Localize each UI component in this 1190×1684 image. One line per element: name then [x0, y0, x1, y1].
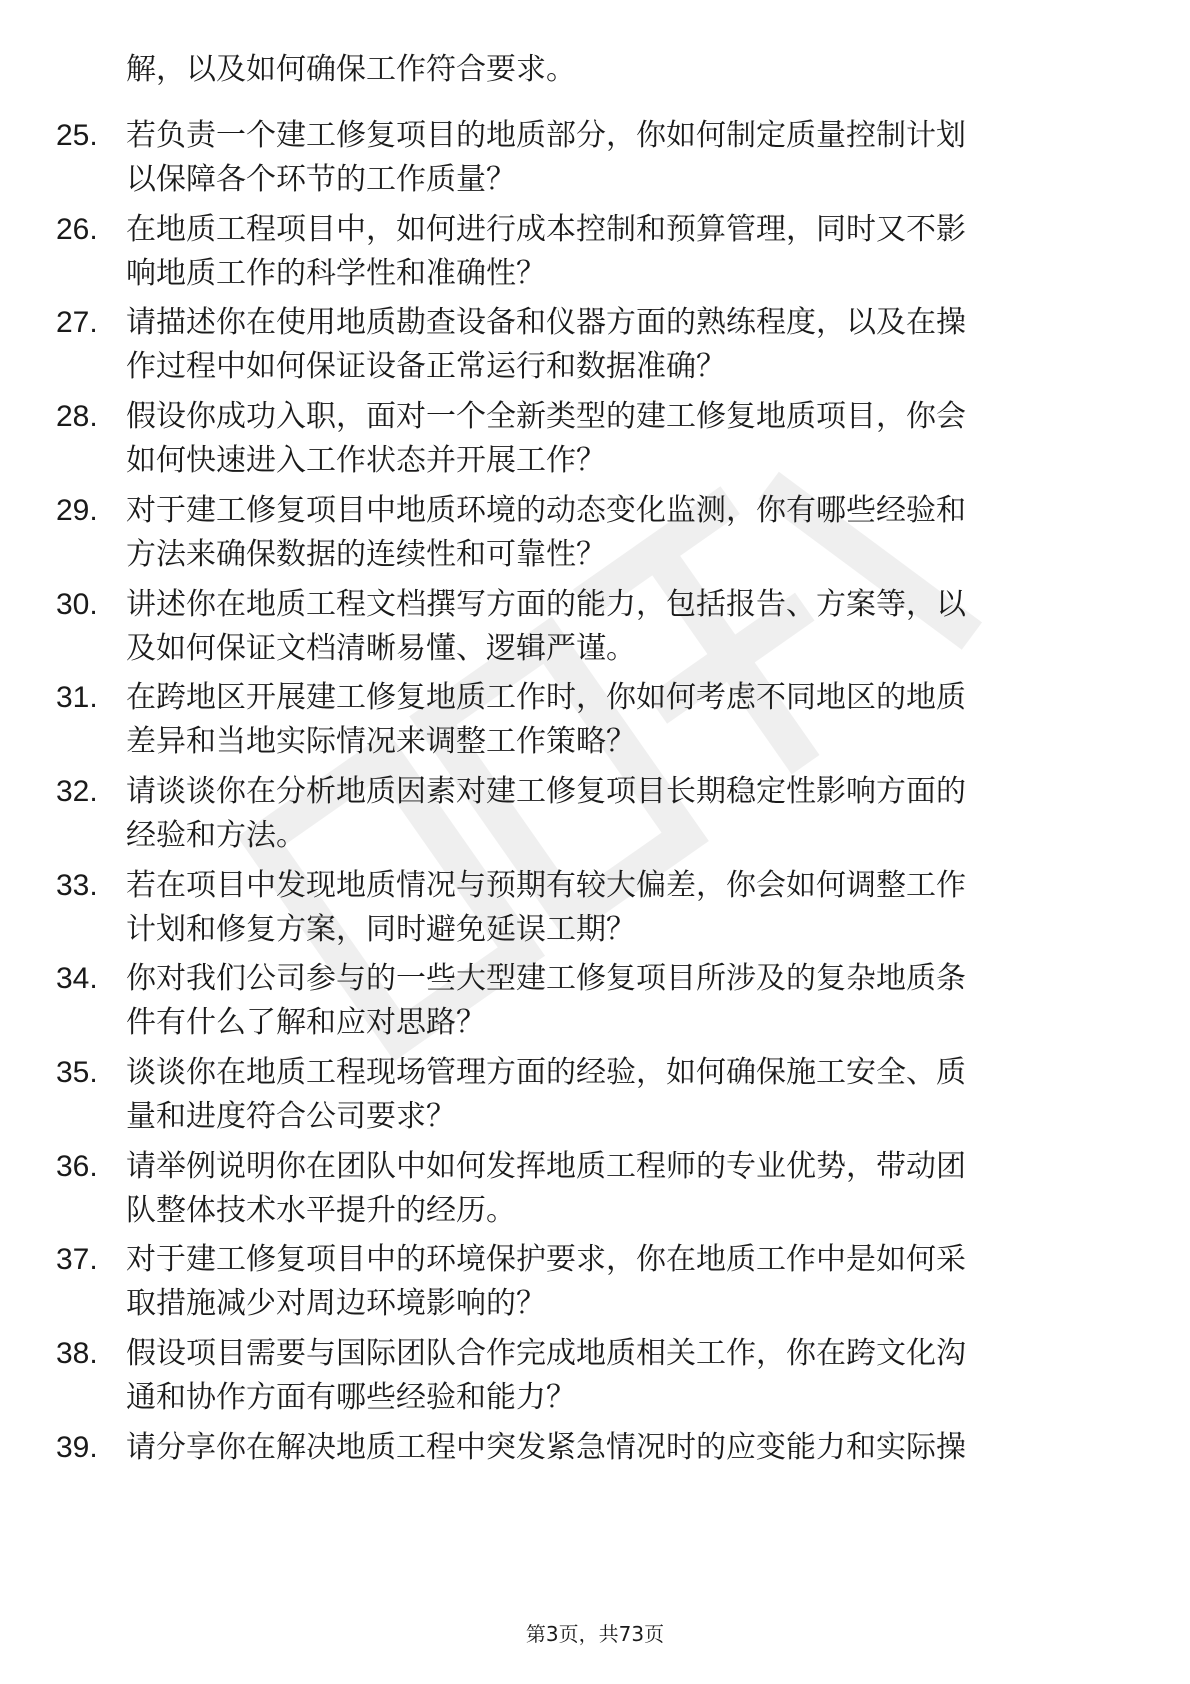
question-number: 26.	[56, 212, 98, 246]
question-item	[0, 1145, 1190, 1235]
question-item	[0, 489, 1190, 579]
question-text-line: 及如何保证文档清晰易懂、逻辑严谨。	[126, 630, 636, 666]
question-item	[0, 1426, 1190, 1516]
question-text-line: 方法来确保数据的连续性和可靠性？	[126, 536, 606, 572]
page-footer: 第3页，共73页	[525, 1622, 665, 1646]
question-text-line: 通和协作方面有哪些经验和能力？	[126, 1380, 576, 1416]
question-text-line: 对于建工修复项目中的环境保护要求，你在地质工作中是如何采	[126, 1242, 966, 1278]
question-text-line: 对于建工修复项目中地质环境的动态变化监测，你有哪些经验和	[126, 492, 966, 528]
question-number: 37.	[56, 1243, 98, 1277]
question-text-line: 请分享你在解决地质工程中突发紧急情况时的应变能力和实际操	[126, 1429, 966, 1465]
question-number: 38.	[56, 1337, 98, 1371]
question-number: 29.	[56, 493, 98, 527]
question-text-line: 差异和当地实际情况来调整工作策略？	[126, 724, 636, 760]
question-text-line: 你对我们公司参与的一些大型建工修复项目所涉及的复杂地质条	[126, 961, 966, 997]
question-item	[0, 583, 1190, 673]
question-text-line: 若在项目中发现地质情况与预期有较大偏差，你会如何调整工作	[126, 867, 966, 903]
question-text-line: 量和进度符合公司要求？	[126, 1099, 456, 1134]
question-number: 25.	[56, 119, 98, 152]
question-item	[0, 208, 1190, 298]
question-text-line: 请描述你在使用地质勘查设备和仪器方面的熟练程度，以及在操	[126, 305, 966, 341]
question-number: 39.	[56, 1430, 98, 1464]
question-number: 35.	[56, 1056, 98, 1089]
question-text-line: 请谈谈你在分析地质因素对建工修复项目长期稳定性影响方面的	[126, 773, 966, 809]
question-item	[0, 864, 1190, 954]
question-text-line: 讲述你在地质工程文档撰写方面的能力，包括报告、方案等，以	[126, 586, 966, 622]
question-number: 33.	[56, 868, 98, 902]
question-item	[0, 957, 1190, 1047]
question-item	[0, 395, 1190, 485]
question-number: 30.	[56, 587, 98, 621]
question-item	[0, 1051, 1190, 1141]
question-number: 28.	[56, 400, 98, 434]
question-text-line: 作过程中如何保证设备正常运行和数据准确？	[126, 349, 726, 385]
question-number: 31.	[56, 681, 98, 715]
question-text-line: 请举例说明你在团队中如何发挥地质工程师的专业优势，带动团	[126, 1148, 966, 1184]
question-text-line: 件有什么了解和应对思路？	[126, 1005, 486, 1041]
question-text-line: 计划和修复方案，同时避免延误工期？	[126, 911, 636, 947]
question-number: 36.	[56, 1149, 98, 1183]
question-number: 34.	[56, 962, 98, 996]
question-item	[0, 301, 1190, 391]
question-item	[0, 770, 1190, 860]
question-text-line: 在跨地区开展建工修复地质工作时，你如何考虑不同地区的地质	[126, 680, 966, 716]
question-text-line: 以保障各个环节的工作质量？	[126, 162, 516, 197]
question-text-line: 经验和方法。	[126, 817, 306, 853]
question-text-line: 谈谈你在地质工程现场管理方面的经验，如何确保施工安全、质	[126, 1055, 966, 1090]
continuation-text: 解，以及如何确保工作符合要求。	[126, 52, 576, 87]
question-item	[0, 1238, 1190, 1328]
question-number: 32.	[56, 774, 98, 808]
question-text-line: 假设项目需要与国际团队合作完成地质相关工作，你在跨文化沟	[126, 1336, 966, 1372]
question-number: 27.	[56, 306, 98, 340]
question-text-line: 如何快速进入工作状态并开展工作？	[126, 443, 606, 479]
question-text-line: 取措施减少对周边环境影响的？	[126, 1286, 546, 1322]
question-item	[0, 114, 1190, 204]
question-text-line: 响地质工作的科学性和准确性？	[126, 255, 546, 291]
question-text-line: 若负责一个建工修复项目的地质部分，你如何制定质量控制计划	[126, 118, 966, 153]
question-text-line: 假设你成功入职，面对一个全新类型的建工修复地质项目，你会	[126, 399, 966, 435]
question-text-line: 队整体技术水平提升的经历。	[126, 1192, 516, 1228]
question-item	[0, 676, 1190, 766]
question-text-line: 在地质工程项目中，如何进行成本控制和预算管理，同时又不影	[126, 211, 966, 247]
question-item	[0, 1332, 1190, 1422]
